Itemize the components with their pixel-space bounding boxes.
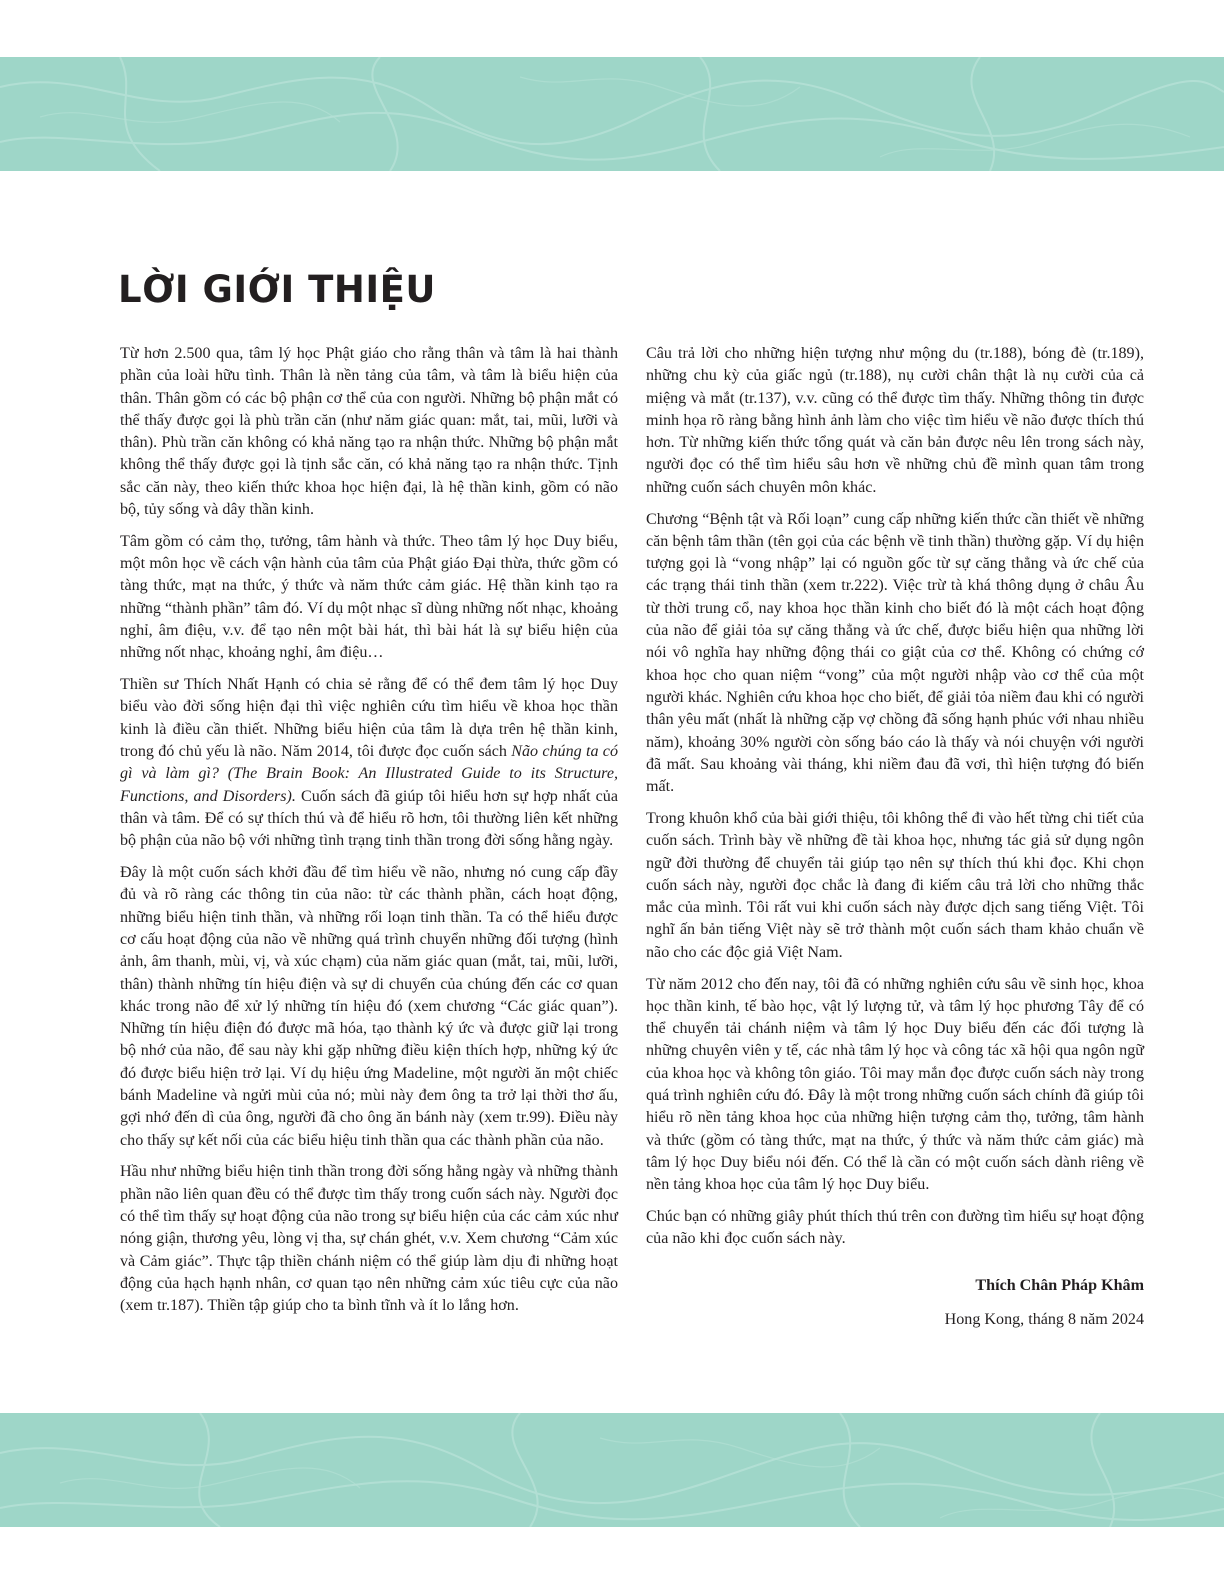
paragraph: Chúc bạn có những giây phút thích thú trên con đường tìm hiểu sự hoạt động của não khi đọc cuốn sách này. xyxy=(646,1207,1144,1248)
paragraph xyxy=(120,674,618,852)
paragraph: Hầu như những biểu hiện tinh thần trong đời sống hằng ngày và những thành phần não liên quan đều có thể được tìm thấy trong cuốn sách này. Người đọc có thể tìm thấy sự hoạt động của não trong sự biểu hiện của các cảm xúc như nóng giận, thương yêu, lòng vị tha, sự chán ghét, v.v. Xem chương “Cảm xúc và Cảm giác”. Thực tập thiền chánh niệm có thể giúp làm dịu đi những hoạt động của hạch hạnh nhân, cơ quan tạo nên những cảm xúc tiêu cực của não (xem tr.187). Thiền tập giúp cho ta bình tĩnh và ít lo lắng hơn. xyxy=(120,1163,618,1315)
paragraph: Từ năm 2012 cho đến nay, tôi đã có những nghiên cứu sâu về sinh học, khoa học thần kinh, tế bào học, vật lý lượng tử, và tâm lý học phương Tây để có thể chuyển tải chánh niệm và tâm lý học Duy biểu đến các đối tượng là những chuyên viên y tế, các nhà tâm lý học và công tác xã hội qua ngôn ngữ của khoa học và không tôn giáo. Tôi may mắn đọc được cuốn sách này trong quá trình nghiên cứu đó. Đây là một trong những cuốn sách chính đã giúp tôi hiểu rõ nền tảng khoa học của những hiện tượng cảm thọ, tưởng, tâm hành và thức (gồm có tàng thức, mạt na thức, ý thức và năm thức cảm giác) mà tâm lý học Duy biểu nói đến. Có thể là cần có một cuốn sách dành riêng về nền tảng khoa học của tâm lý học Duy biểu. xyxy=(646,975,1144,1194)
paragraph: Tâm gồm có cảm thọ, tưởng, tâm hành và thức. Theo tâm lý học Duy biểu, một môn học về cách vận hành của tâm của Phật giáo Đại thừa, thức gồm có tàng thức, mạt na thức, ý thức và năm thức cảm giác. Hệ thần kinh tạo ra những “thành phần” tâm đó. Ví dụ một nhạc sĩ dùng những nốt nhạc, khoảng nghỉ, âm điệu, v.v. để tạo nên một bài hát, thì bài hát là sự biểu hiện của những nốt nhạc, khoảng nghỉ, âm điệu… xyxy=(120,532,618,662)
book-title: Não chúng ta có gì và làm gì? (The Brain Book: An Illustrated Guide to its Structure, Functions, and Disorders). xyxy=(120,743,618,805)
signature-block xyxy=(646,1273,1144,1333)
paragraph-text: Cuốn sách đã giúp tôi hiểu hơn sự hợp nhất của thân và tâm. Để có sự thích thú và để hiểu rõ hơn, tôi thường liên kết những bộ phận của não bộ với những tình trạng tinh thần trong đời sống hằng ngày. xyxy=(120,787,619,850)
paragraph: Câu trả lời cho những hiện tượng như mộng du (tr.188), bóng đè (tr.189), những chu kỳ của giấc ngủ (tr.188), nụ cười chân thật là nụ cười của cả miệng và mắt (tr.137), v.v. cũng có thể được tìm thấy. Những thông tin được minh họa rõ ràng bằng hình ảnh làm cho việc tìm hiểu về não được thích thú hơn. Từ những kiến thức tổng quát và căn bản được nêu lên trong sách này, người đọc có thể tìm hiểu sâu hơn về những chủ đề mình quan tâm trong những cuốn sách chuyên môn khác. xyxy=(646,345,1144,496)
right-column xyxy=(646,343,1144,1342)
page-title: LỜI GIỚI THIỆU xyxy=(118,268,436,311)
paragraph: Từ hơn 2.500 qua, tâm lý học Phật giáo cho rằng thân và tâm là hai thành phần của loài hữu tình. Thân là nền tảng của tâm, và tâm là biểu hiện của thân. Thân gồm có các bộ phận cơ thể của con người. Những bộ phận mắt có thể thấy được gọi là phù trần căn (như năm giác quan: mắt, tai, mũi, lưỡi và thân). Phù trần căn không có khả năng tạo ra nhận thức. Những bộ phận mắt không thể thấy được gọi là tịnh sắc căn, có khả năng tạo ra nhận thức. Tịnh sắc căn này, theo kiến thức khoa học hiện đại, là hệ thần kinh, gồm có não bộ, tủy sống và dây thần kinh. xyxy=(120,345,618,519)
paragraph: Chương “Bệnh tật và Rối loạn” cung cấp những kiến thức cần thiết về những căn bệnh tâm thần (tên gọi của các bệnh về tinh thần) thường gặp. Ví dụ hiện tượng gọi là “vong nhập” lại có nguồn gốc từ sự căng thẳng và ức chế của các trạng thái tinh thần (xem tr.222). Việc trừ tà khá thông dụng ở châu Âu từ thời trung cổ, nay khoa học thần kinh cho biết đó là một cách hoạt động của não để giải tỏa sự căng thẳng và ức chế, được biểu hiện qua những lời nói vô nghĩa hay những động thái co giật của cơ thể. Không có chứng cớ khoa học cho quan niệm “vong” của một người nhập vào cơ thể của một người khác. Nghiên cứu khoa học cho biết, để giải tỏa niềm đau khi có người thân yêu mất (nhất là những cặp vợ chồng đã sống hạnh phúc với nhau nhiều năm), khoảng 30% người còn sống báo cáo là thấy và nói chuyện với người đã mất. Sau khoảng vài tháng, khi niềm đau đã vơi, thì hiện tượng đó biến mất. xyxy=(646,510,1144,796)
paragraph-text: Thiền sư Thích Nhất Hạnh có chia sẻ rằng để có thể đem tâm lý học Duy biểu vào đời sống hiện đại thì việc nghiên cứu tìm hiểu về khoa học thần kinh là điều cần thiết. Những biểu hiện của tâm là dựa trên hệ thần kinh, trong đó chủ yếu là não. Năm 2014, tôi được đọc cuốn sách xyxy=(120,676,618,761)
place-date: Hong Kong, tháng 8 năm 2024 xyxy=(944,1311,1144,1329)
water-texture-pattern xyxy=(0,1413,1224,1527)
left-column xyxy=(120,343,618,1327)
paragraph: Trong khuôn khổ của bài giới thiệu, tôi không thể đi vào hết từng chi tiết của cuốn sách. Trình bày về những đề tài khoa học, nhưng tác giả sử dụng ngôn ngữ đời thường để chuyển tải giúp tạo nên sự thích thú khi đọc. Khi chọn cuốn sách này, người đọc chắc là đang đi kiếm câu trả lời cho những thắc mắc của mình. Tôi rất vui khi cuốn sách này được dịch sang tiếng Việt. Tôi nghĩ ấn bản tiếng Việt này sẽ trở thành một cuốn sách tham khảo chuẩn về não cho các độc giả Việt Nam. xyxy=(646,809,1144,961)
paragraph: Đây là một cuốn sách khởi đầu để tìm hiểu về não, nhưng nó cung cấp đầy đủ và rõ ràng các thông tin của não: từ các thành phần, cách hoạt động, những biểu hiện tinh thần, và những rối loạn tinh thần. Ta có thể hiểu được cơ cấu hoạt động của não về những quá trình chuyển những đối tượng (hình ảnh, âm thanh, mùi, vị, và xúc chạm) của năm giác quan (mắt, tai, mũi, lưỡi, thân) thành những tín hiệu điện và sự di chuyển của chúng đến các cơ quan khác trong não để xử lý những tín hiệu đó (xem chương “Các giác quan”). Những tín hiệu điện đó được mã hóa, tạo thành ký ức và được giữ lại trong bộ nhớ của não, để sau này khi gặp những điều kiện thích hợp, những ký ức đó được biểu hiện trở lại. Ví dụ hiệu ứng Madeline, một người ăn một chiếc bánh Madeline và ngửi mùi của nó; mùi này đem ông ta trở lại thời thơ ấu, gợi nhớ đến dì của ông, người đã cho ông ăn bánh này (xem tr.99). Điều này cho thấy sự kết nối của các biểu hiệu tinh thần qua các thành phần của não. xyxy=(120,864,618,1149)
author-name: Thích Chân Pháp Khâm xyxy=(975,1276,1144,1294)
footer-decorative-band xyxy=(0,1413,1224,1527)
header-decorative-band xyxy=(0,57,1224,171)
water-texture-pattern xyxy=(0,57,1224,171)
